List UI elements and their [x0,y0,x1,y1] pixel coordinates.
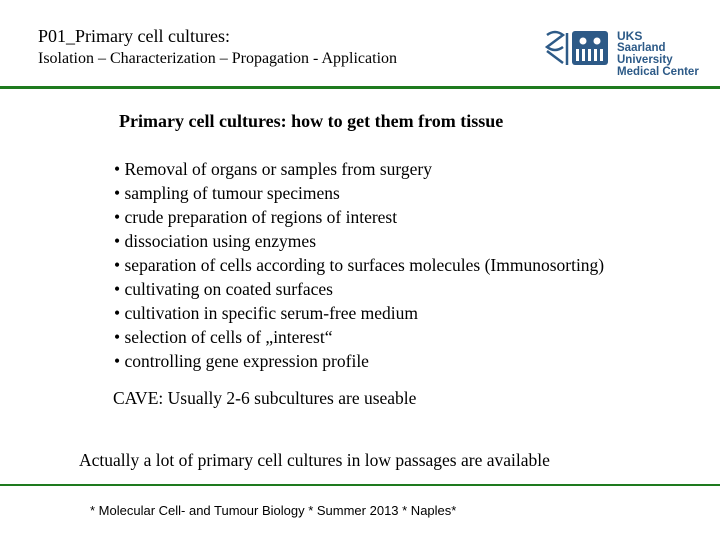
bullet-item: • selection of cells of „interest“ [114,327,333,347]
slide-subtitle: Isolation – Characterization – Propagation - Application [38,50,398,67]
summary-text: Actually a lot of primary cell cultures in low passages are available [79,450,550,470]
footer-divider [0,484,720,486]
section-heading: Primary cell cultures: how to get them from tissue [119,111,504,131]
cave-note: CAVE: Usually 2-6 subcultures are useable [113,388,417,408]
logo-line-2: Medical Center [617,66,699,78]
bullet-item: • cultivation in specific serum-free medium [114,303,419,323]
uks-logo [541,25,716,78]
bullet-item: • cultivating on coated surfaces [114,279,333,299]
logo-line-1: Saarland University [617,42,673,66]
footer-text: * Molecular Cell- and Tumour Biology * Summer 2013 * Naples* [90,503,457,518]
logo-brand: UKS [617,29,643,43]
header-divider [0,86,720,89]
bullet-item: • crude preparation of regions of interest [114,207,398,227]
bullet-item: • controlling gene expression profile [114,351,369,371]
bullet-item: • Removal of organs or samples from surgery [114,159,432,179]
bullet-item: • dissociation using enzymes [114,231,317,251]
university-seal-icon [541,25,613,69]
bullet-list [114,157,604,373]
bullet-item: • separation of cells according to surfaces molecules (Immunosorting) [114,255,605,275]
slide-title: P01_Primary cell cultures: [38,26,230,46]
bullet-item: • sampling of tumour specimens [114,183,340,203]
